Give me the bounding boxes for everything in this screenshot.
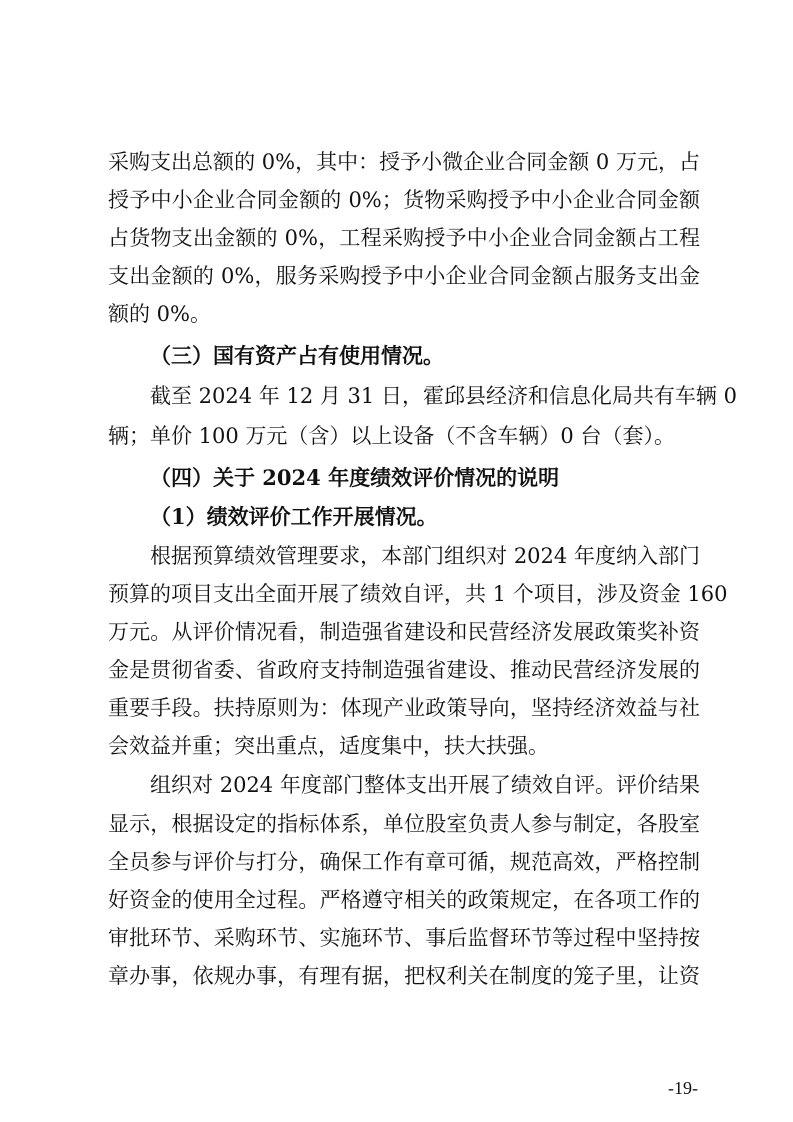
body-text-line: 采购支出总额的 0%，其中：授予小微企业合同金额 0 万元，占 <box>108 150 700 174</box>
body-text-line: 根据预算绩效管理要求，本部门组织对 2024 年度纳入部门 <box>150 544 700 568</box>
section-heading: （三）国有资产占有使用情况。 <box>150 343 444 368</box>
body-text-line: 章办事，依规办事，有理有据，把权利关在制度的笼子里，让资 <box>108 964 700 988</box>
body-text-line: 组织对 2024 年度部门整体支出开展了绩效自评。评价结果 <box>150 773 700 797</box>
body-text-line: 截至 2024 年 12 月 31 日，霍邱县经济和信息化局共有车辆 0 <box>150 384 737 408</box>
body-text-line: 辆；单价 100 万元（含）以上设备（不含车辆）0 台（套）。 <box>108 424 675 448</box>
body-text-line: 额的 0%。 <box>108 302 211 326</box>
body-text-line: 审批环节、采购环节、实施环节、事后监督环节等过程中坚持按 <box>108 926 700 950</box>
subsection-heading: （1）绩效评价工作开展情况。 <box>150 504 438 529</box>
page-number: -19- <box>668 1078 698 1098</box>
body-text-line: 支出金额的 0%，服务采购授予中小企业合同金额占服务支出金 <box>108 264 700 288</box>
body-text-line: 显示，根据设定的指标体系，单位股室负责人参与制定，各股室 <box>108 812 700 836</box>
body-text-line: 好资金的使用全过程。严格遵守相关的政策规定，在各项工作的 <box>108 888 700 912</box>
body-text-line: 授予中小企业合同金额的 0%；货物采购授予中小企业合同金额 <box>108 188 700 212</box>
section-heading: （四）关于 2024 年度绩效评价情况的说明 <box>150 465 560 490</box>
body-text-line: 全员参与评价与打分，确保工作有章可循，规范高效，严格控制 <box>108 850 700 874</box>
body-text-line: 万元。从评价情况看，制造强省建设和民营经济发展政策奖补资 <box>108 620 700 644</box>
body-text-line: 预算的项目支出全面开展了绩效自评，共 1 个项目，涉及资金 160 <box>108 582 728 606</box>
body-text-line: 金是贯彻省委、省政府支持制造强省建设、推动民营经济发展的 <box>108 658 700 682</box>
body-text-line: 占货物支出金额的 0%，工程采购授予中小企业合同金额占工程 <box>108 226 700 250</box>
body-text-line: 会效益并重；突出重点，适度集中，扶大扶强。 <box>108 734 549 758</box>
body-text-line: 重要手段。扶持原则为：体现产业政策导向，坚持经济效益与社 <box>108 696 700 720</box>
